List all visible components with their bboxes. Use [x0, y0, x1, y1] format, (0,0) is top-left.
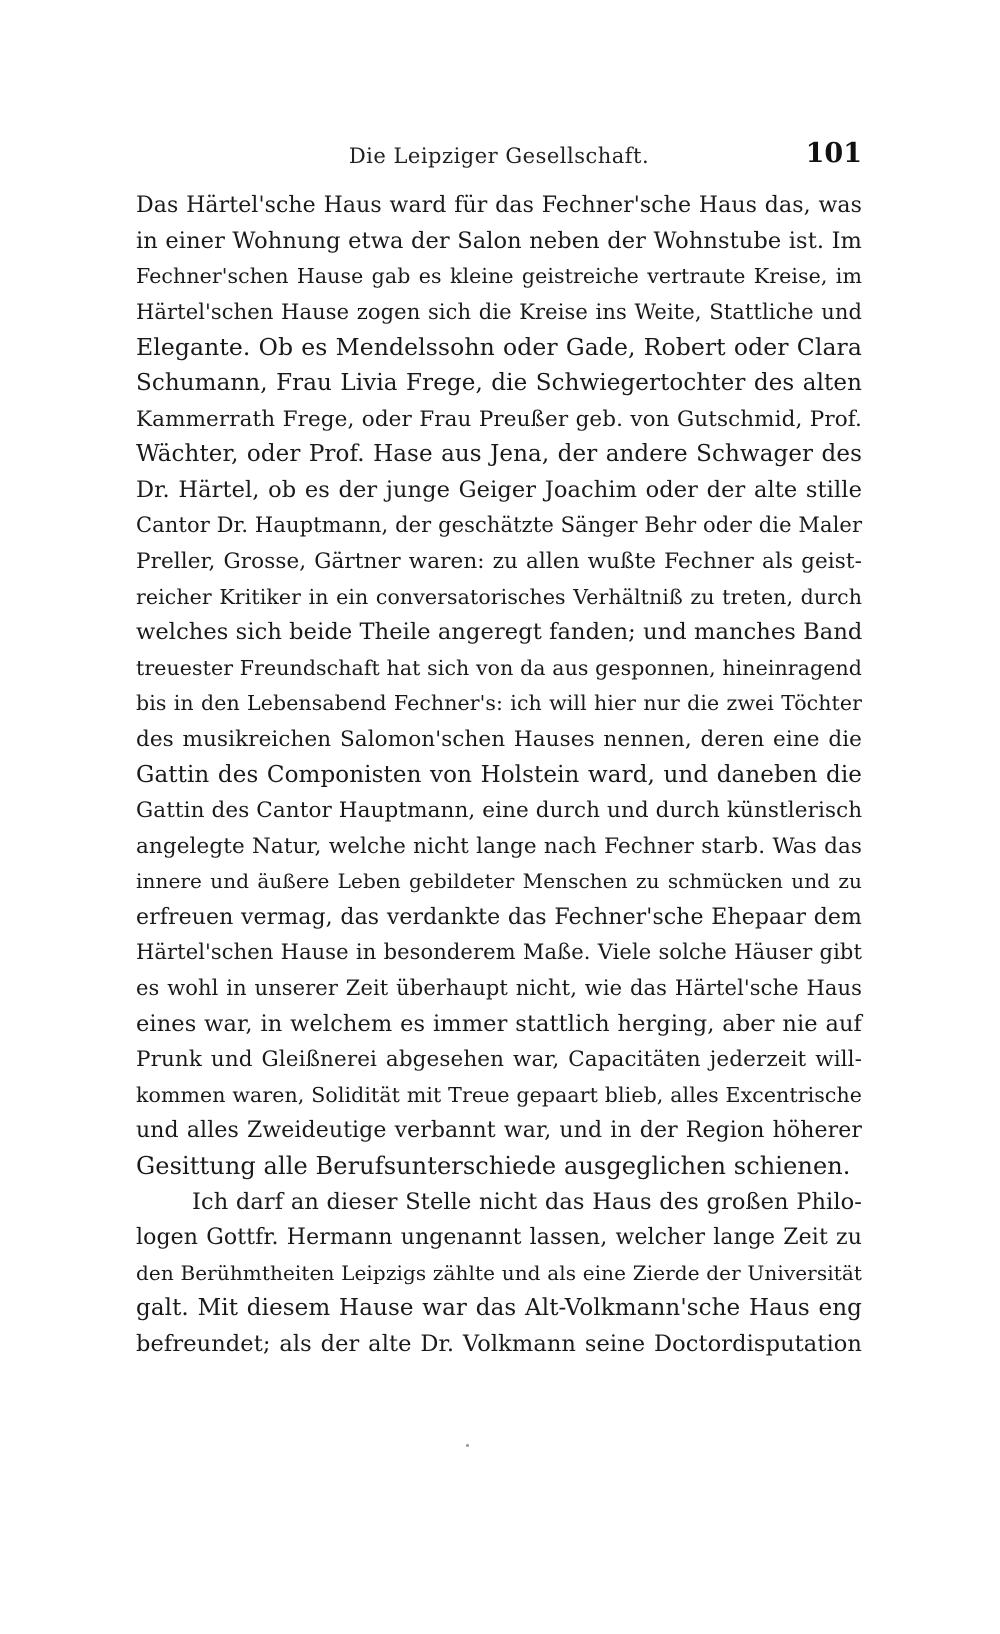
text-line: reicher Kritiker in ein conversatorisches Verhältniß zu treten, durch [136, 584, 862, 609]
text-line: Wächter, oder Prof. Hase aus Jena, der andere Schwager des [136, 441, 862, 468]
text-line: Ich darf an dieser Stelle nicht das Haus des großen Philo- [192, 1188, 862, 1215]
text-line: Gattin des Cantor Hauptmann, eine durch und durch künstlerisch [136, 798, 863, 824]
text-line: Härtel'schen Hause in besonderem Maße. Viele solche Häuser gibt [136, 940, 862, 965]
chapter-title: Die Leipziger Gesellschaft. [348, 144, 650, 168]
text-line: Gattin des Componisten von Holstein ward, und daneben die [136, 761, 862, 788]
text-line: den Berühmtheiten Leipzigs zählte und als eine Zierde der Universität [136, 1260, 862, 1285]
text-line: Das Härtel'sche Haus ward für das Fechner'sche Haus das, was [136, 193, 862, 218]
text-line: Cantor Dr. Hauptmann, der geschätzte Sänger Behr oder die Maler [136, 513, 863, 538]
text-line: kommen waren, Solidität mit Treue gepaart blieb, alles Excentrische [136, 1082, 862, 1107]
text-line: befreundet; als der alte Dr. Volkmann seine Doctordisputation [136, 1331, 862, 1357]
text-line: angelegte Natur, welche nicht lange nach Fechner starb. Was das [136, 833, 862, 859]
text-line: innere und äußere Leben gebildeter Menschen zu schmücken und zu [136, 869, 862, 894]
text-line: und alles Zweideutige verbannt war, und in der Region höherer [136, 1118, 862, 1144]
body-text [136, 188, 862, 1363]
text-line: in einer Wohnung etwa der Salon neben der Wohnstube ist. Im [136, 227, 862, 254]
text-line: eines war, in welchem es immer stattlich herging, aber nie auf [136, 1010, 862, 1037]
text-line: logen Gottfr. Hermann ungenannt lassen, welcher lange Zeit zu [136, 1225, 862, 1251]
text-line: Preller, Grosse, Gärtner waren: zu allen wußte Fechner als geist- [136, 548, 862, 574]
text-line: Schumann, Frau Livia Frege, die Schwiegertochter des alten [136, 369, 862, 396]
text-line: Prunk und Gleißnerei abgesehen war, Capacitäten jederzeit will- [136, 1047, 862, 1073]
running-header [136, 138, 862, 178]
text-line: Härtel'schen Hause zogen sich die Kreise ins Weite, Stattliche und [136, 299, 862, 324]
paper-speck [466, 1444, 469, 1447]
text-line: treuester Freundschaft hat sich von da aus gesponnen, hineinragend [136, 655, 862, 680]
text-line: Gesittung alle Berufsunterschiede ausgeglichen schienen. [136, 1152, 851, 1181]
paragraph-1 [136, 188, 862, 1185]
text-line: welches sich beide Theile angeregt fanden; und manches Band [136, 619, 863, 646]
text-line: es wohl in unserer Zeit überhaupt nicht, wie das Härtel'sche Haus [136, 976, 862, 1001]
text-line: Kammerrath Frege, oder Frau Preußer geb. von Gutschmid, Prof. [136, 406, 862, 432]
text-line: erfreuen vermag, das verdankte das Fechner'sche Ehepaar dem [136, 904, 862, 930]
paragraph-2 [136, 1185, 862, 1363]
text-line: des musikreichen Salomon'schen Hauses nennen, deren eine die [136, 726, 862, 752]
text-line: Dr. Härtel, ob es der junge Geiger Joachim oder der alte stille [136, 476, 862, 503]
text-line: Fechner'schen Hause gab es kleine geistreiche vertraute Kreise, im [136, 264, 862, 289]
page-number: 101 [805, 138, 862, 169]
text-line: bis in den Lebensabend Fechner's: ich will hier nur die zwei Töchter [136, 691, 862, 716]
text-line: Elegante. Ob es Mendelssohn oder Gade, Robert oder Clara [136, 333, 862, 362]
text-line: galt. Mit diesem Hause war das Alt-Volkmann'sche Haus eng [136, 1295, 862, 1322]
